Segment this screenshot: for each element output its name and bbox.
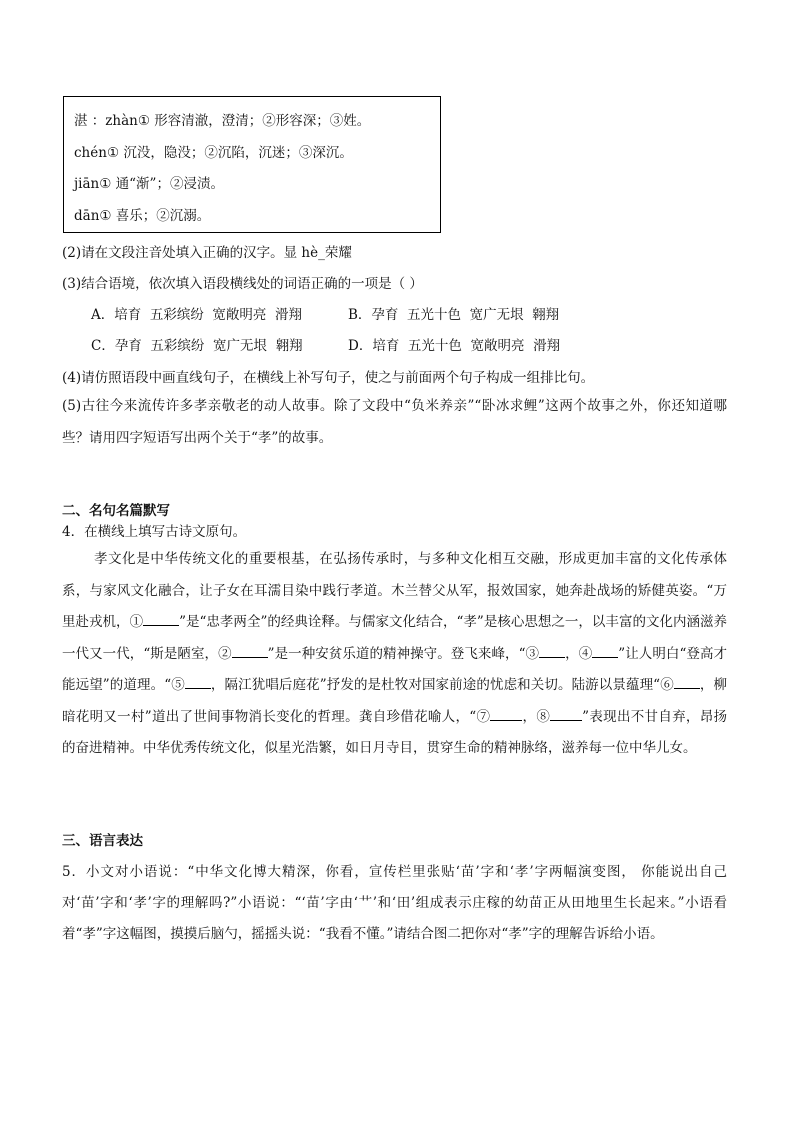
question-4-sub: (4)请仿照语段中画直线句子，在横线上补写句子，使之与前面两个句子构成一组排比句。 [62, 370, 595, 386]
blank-7[interactable] [490, 720, 522, 721]
blank-6-number: ⑥ [660, 677, 674, 693]
question-5-sub: (5)古往今来流传许多孝亲敬老的动人故事。除了文段中“负米养亲”“卧冰求鲤”这两个故事之外，你还知道哪些？请用四字短语写出两个关于“孝”的故事。 [62, 398, 727, 446]
option-d: D．培育 五光十色 宽敞明亮 滑翔 [348, 338, 561, 354]
option-b: B．孕育 五光十色 宽广无垠 翱翔 [348, 307, 560, 323]
dictionary-line-jian: jiān① 通“渐”；②浸渍。 [74, 176, 224, 192]
section-2-passage: 孝文化是中华传统文化的重要根基，在弘扬传承时，与多种文化相互交融，形成更加丰富的文化传承体系，与家风文化融合，让子女在耳濡目染中践行孝道。木兰替父从军，报效国家，她奔赴战场的矫健英姿。“万里赴戎机，① ”是“忠孝两全”的经典诠释。与儒家文化结合，“孝”是核心思想之一，以丰富的文化内涵滋养一代又一代，“斯是陋室，② ”是一种安贫乐道的精神操守。登飞来峰，“③ ，④ ”让人明白“登高才能远望”的道理。“⑤ ，隔江犹唱后庭花”抒发的是杜牧对国家前途的忧虑和关切。陆游以景蕴理“⑥ ，柳暗花明又一村”道出了世间事物消长变化的哲理。龚自珍借花喻人，“⑦ ，⑧ ”表现出不甘自弃，昂扬的奋进精神。中华优秀传统文化，似星光浩繁，如日月寺目，贯穿生命的精神脉络，滋养每一位中华儿女。 [62, 551, 728, 756]
blank-5-number: ⑤ [171, 677, 185, 693]
blank-2[interactable] [232, 657, 268, 658]
dictionary-line-zhan: 湛 ：zhàn① 形容清澈，澄清；②形容深；③姓。 [74, 113, 371, 129]
section-2-heading: 二、名句名篇默写 [62, 503, 170, 519]
question-3-stem: (3)结合语境，依次填入语段横线处的词语正确的一项是（ ） [62, 276, 423, 292]
section-2-question: 4．在横线上填写古诗文原句。 [62, 524, 247, 540]
blank-4[interactable] [592, 657, 618, 658]
blank-7-number: ⑦ [476, 708, 491, 725]
section-3-heading: 三、语言表达 [62, 833, 143, 849]
blank-5[interactable] [185, 688, 211, 689]
option-a: A．培育 五彩缤纷 宽敞明亮 滑翔 [91, 307, 302, 323]
blank-8[interactable] [550, 720, 582, 721]
blank-4-number: ④ [578, 645, 593, 662]
blank-1[interactable] [143, 625, 179, 626]
blank-1-number: ① [129, 614, 144, 630]
blank-8-number: ⑧ [536, 708, 551, 725]
question-2: (2)请在文段注音处填入正确的汉字。显 hè_荣耀 [62, 245, 352, 261]
dictionary-line-dan: dān① 喜乐；②沉溺。 [74, 208, 211, 224]
option-c: C．孕育 五彩缤纷 宽广无垠 翱翔 [91, 338, 303, 354]
dictionary-box [63, 96, 441, 233]
dictionary-line-chen: chén① 沉没，隐没；②沉陷，沉迷；③深沉。 [74, 145, 353, 161]
blank-3[interactable] [539, 657, 565, 658]
blank-3-number: ③ [525, 645, 540, 662]
blank-2-number: ② [218, 645, 232, 662]
section-3-question: 5．小文对小语说：“中华文化博大精深，你看，宣传栏里张贴‘苗’字和‘孝’字两幅演变图， 你能说出自己对‘苗’字和‘孝’字的理解吗?”小语说：“‘苗’字由‘艹’和‘田’组成表示庄稼的幼苗正从田地里生长起来。”小语看着“孝”字这幅图，摸摸后脑勺，摇摇头说：“我看不懂。”请结合图二把你对“孝”字的理解告诉给小语。 [62, 864, 727, 942]
blank-6[interactable] [674, 688, 700, 689]
